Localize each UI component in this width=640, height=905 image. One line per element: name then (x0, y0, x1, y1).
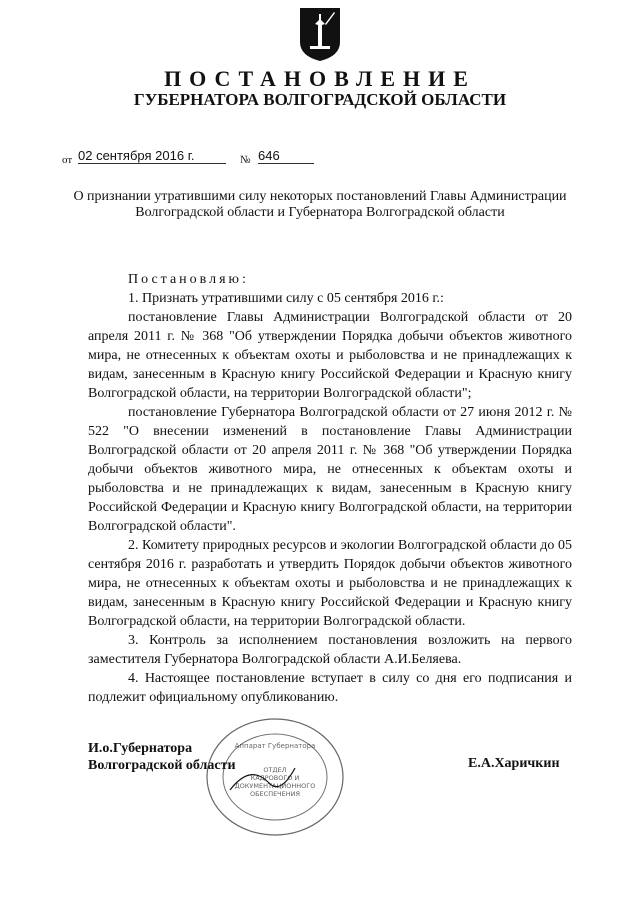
paragraph-3: постановление Губернатора Волгоградской области от 27 июня 2012 г. № 522 "О внесении изменений в постановление Главы Администрации Волгоградской области от 20 апреля 2011 г. № 368 "Об утверждении Порядка добычи объектов животного мира, не отнесенных к объектам охоты и рыболовства и не принадлежащих к видам, занесенным в Красную книгу Российской Федерации и Красную книгу Волгоградской области, на территории Волгоградской области". (88, 405, 572, 534)
paragraph-2: постановление Главы Администрации Волгоградской области от 20 апреля 2011 г. № 368 "Об утверждении Порядка добычи объектов животного мира, не отнесенных к объектам охоты и рыболовства и не принадлежащих к видам, занесенным в Красную книгу Российской Федерации и Красную книгу Волгоградской области, на территории Волгоградской области"; (88, 310, 572, 401)
date-field: 02 сентября 2016 г. (78, 148, 226, 164)
document-subject: О признании утратившими силу некоторых постановлений Главы Администрации Волгоградской области и Губернатора Волгоградской области (73, 189, 567, 220)
number-prefix: № (240, 154, 251, 166)
intro-line: Постановляю: (128, 272, 249, 287)
document-body (88, 270, 572, 707)
signer-position-line2: Волгоградской области (88, 758, 236, 773)
number-field: 646 (258, 148, 314, 164)
document-title: ПОСТАНОВЛЕНИЕ (164, 66, 476, 91)
paragraph-6: 4. Настоящее постановление вступает в силу со дня его подписания и подлежит официальному опубликованию. (88, 671, 572, 705)
paragraph-5: 3. Контроль за исполнением постановления возложить на первого заместителя Губернатора Волгоградской области А.И.Беляева. (88, 633, 572, 667)
paragraph-4: 2. Комитету природных ресурсов и экологии Волгоградской области до 05 сентября 2016 г. разработать и утвердить Порядок добычи объектов животного мира, не отнесенных к объектам охоты и рыболовства и не принадлежащих к видам, занесенным в Красную книгу Российской Федерации и Красную книгу Волгоградской области, на территории Волгоградской области. (88, 538, 572, 629)
stamp-line-4: ОБЕСПЕЧЕНИЯ (249, 790, 301, 798)
stamp-line-2: КАДРОВОГО И (250, 774, 300, 782)
signer-name: Е.А.Харичкин (468, 756, 560, 771)
stamp-line-1: ОТДЕЛ (263, 766, 287, 774)
date-prefix: от (62, 154, 73, 166)
stamp-ring-text: Аппарат Губернатора (234, 742, 316, 750)
coat-of-arms-icon (298, 6, 342, 62)
stamp-line-3: ДОКУМЕНТАЦИОННОГО (234, 782, 316, 790)
official-stamp-icon (200, 712, 350, 842)
paragraph-1: 1. Признать утратившими силу с 05 сентября 2016 г.: (128, 291, 444, 306)
document-subtitle: ГУБЕРНАТОРА ВОЛГОГРАДСКОЙ ОБЛАСТИ (133, 90, 507, 109)
signer-position-line1: И.о.Губернатора (88, 741, 193, 756)
